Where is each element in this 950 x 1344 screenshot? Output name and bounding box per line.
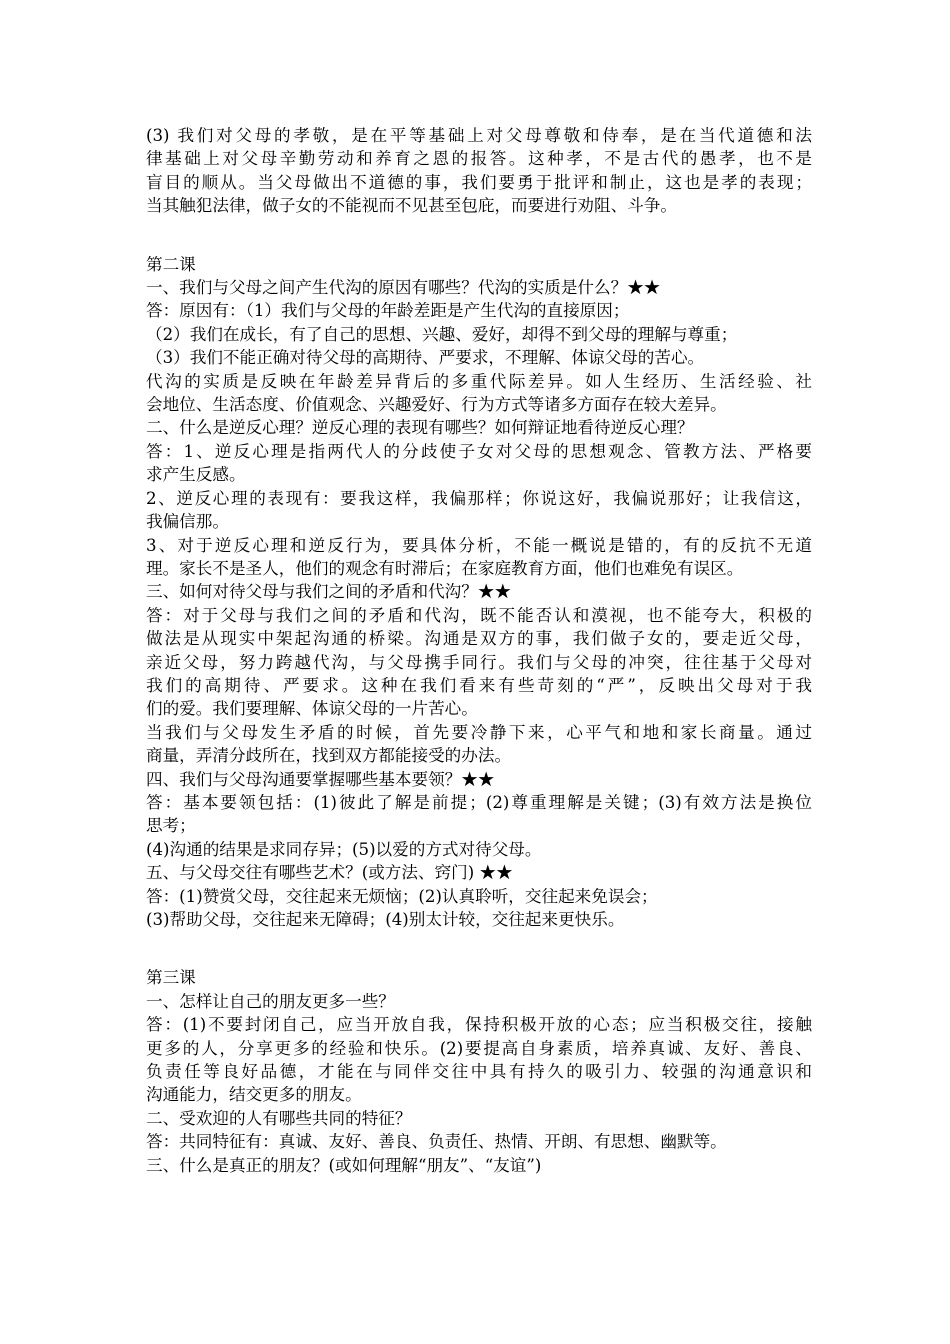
spacer xyxy=(146,218,812,253)
text-line: 我们的高期待、严要求。这种在我们看来有些苛刻的“严”，反映出父母对于我 xyxy=(146,675,812,695)
text-line: 二、什么是逆反心理？逆反心理的表现有哪些？如何辩证地看待逆反心理？ xyxy=(146,418,694,438)
lesson-2-section xyxy=(146,253,812,932)
text-line: 3、对于逆反心理和逆反行为，要具体分析，不能一概说是错的，有的反抗不无道 xyxy=(146,535,812,555)
text-line: 会地位、生活态度、价值观念、兴趣爱好、行为方式等诸多方面存在较大差异。 xyxy=(146,395,727,415)
text-line: (3) 我们对父母的孝敬，是在平等基础上对父母尊敬和侍奉，是在当代道德和法 xyxy=(146,126,812,145)
text-line: 答：1、逆反心理是指两代人的分歧使子女对父母的思想观念、管教方法、严格要 xyxy=(146,441,812,461)
text-line: 律基础上对父母辛勤劳动和养育之恩的报答。这种孝，不是古代的愚孝，也不是 xyxy=(146,149,812,169)
text-line: 理。家长不是圣人，他们的观念有时滞后；在家庭教育方面，他们也难免有误区。 xyxy=(146,558,744,578)
spacer xyxy=(146,931,812,966)
text-line: 答：对于父母与我们之间的矛盾和代沟，既不能否认和漠视，也不能夸大，积极的 xyxy=(146,605,812,625)
text-line: 做法是从现实中架起沟通的桥梁。沟通是双方的事，我们做子女的，要走近父母， xyxy=(146,629,812,649)
text-line: 一、怎样让自己的朋友更多一些？ xyxy=(146,991,395,1011)
text-line: （3）我们不能正确对待父母的高期待、严要求，不理解、体谅父母的苦心。 xyxy=(146,348,705,368)
text-line: 当我们与父母发生矛盾的时候，首先要冷静下来，心平气和地和家长商量。通过 xyxy=(146,722,812,742)
text-line: 盲目的顺从。当父母做出不道德的事，我们要勇于批评和制止，这也是孝的表现； xyxy=(146,172,812,192)
text-line: (4)沟通的结果是求同存异；(5)以爱的方式对待父母。 xyxy=(146,839,542,859)
text-line: 答：原因有：（1）我们与父母的年龄差距是产生代沟的直接原因； xyxy=(146,301,630,321)
text-line: 代沟的实质是反映在年龄差异背后的多重代际差异。如人生经历、生活经验、社 xyxy=(146,371,812,391)
document-page xyxy=(146,124,812,1177)
text-line: 二、受欢迎的人有哪些共同的特征？ xyxy=(146,1108,412,1128)
text-line: 答：基本要领包括：(1)彼此了解是前提；(2)尊重理解是关键；(3)有效方法是换位 xyxy=(146,792,812,812)
text-line: 答：共同特征有：真诚、友好、善良、负责任、热情、开朗、有思想、幽默等。 xyxy=(146,1132,727,1152)
lesson-heading: 第二课 xyxy=(146,254,196,274)
text-line: 一、我们与父母之间产生代沟的原因有哪些？代沟的实质是什么？★★ xyxy=(146,278,661,298)
text-line: 答：(1)不要封闭自己，应当开放自我，保持积极开放的心态；应当积极交往，接触 xyxy=(146,1015,812,1035)
text-line: 我偏信那。 xyxy=(146,512,229,532)
text-line: 们的爱。我们要理解、体谅父母的一片苦心。 xyxy=(146,699,478,719)
text-line: 2、逆反心理的表现有：要我这样，我偏那样；你说这好，我偏说那好；让我信这， xyxy=(146,488,812,508)
paragraph-filial-piety xyxy=(146,124,812,218)
text-line: 求产生反感。 xyxy=(146,465,246,485)
text-line: 五、与父母交往有哪些艺术？(或方法、窍门) ★★ xyxy=(146,863,513,883)
lesson-3-section xyxy=(146,966,812,1177)
text-line: 更多的人，分享更多的经验和快乐。(2)要提高自身素质，培养真诚、友好、善良、 xyxy=(146,1038,812,1058)
text-line: 三、什么是真正的朋友？(或如何理解“朋友”、“友谊”) xyxy=(146,1155,542,1175)
text-line: 当其触犯法律，做子女的不能视而不见甚至包庇，而要进行劝阻、斗争。 xyxy=(146,196,677,216)
text-line: 沟通能力，结交更多的朋友。 xyxy=(146,1085,362,1105)
text-line: （2）我们在成长，有了自己的思想、兴趣、爱好，却得不到父母的理解与尊重； xyxy=(146,324,738,344)
text-line: (3)帮助父母，交往起来无障碍；(4)别太计较，交往起来更快乐。 xyxy=(146,910,625,929)
text-line: 四、我们与父母沟通要掌握哪些基本要领？★★ xyxy=(146,769,495,789)
text-line: 负责任等良好品德，才能在与同伴交往中具有持久的吸引力、较强的沟通意识和 xyxy=(146,1062,812,1082)
text-line: 三、如何对待父母与我们之间的矛盾和代沟？★★ xyxy=(146,582,512,602)
text-line: 答：(1)赞赏父母，交往起来无烦恼；(2)认真聆听，交往起来免误会； xyxy=(146,886,658,906)
text-line: 亲近父母，努力跨越代沟，与父母携手同行。我们与父母的冲突，往往基于父母对 xyxy=(146,652,812,672)
text-line: 商量，弄清分歧所在，找到双方都能接受的办法。 xyxy=(146,746,512,766)
text-line: 思考； xyxy=(146,816,196,836)
lesson-heading: 第三课 xyxy=(146,968,196,988)
